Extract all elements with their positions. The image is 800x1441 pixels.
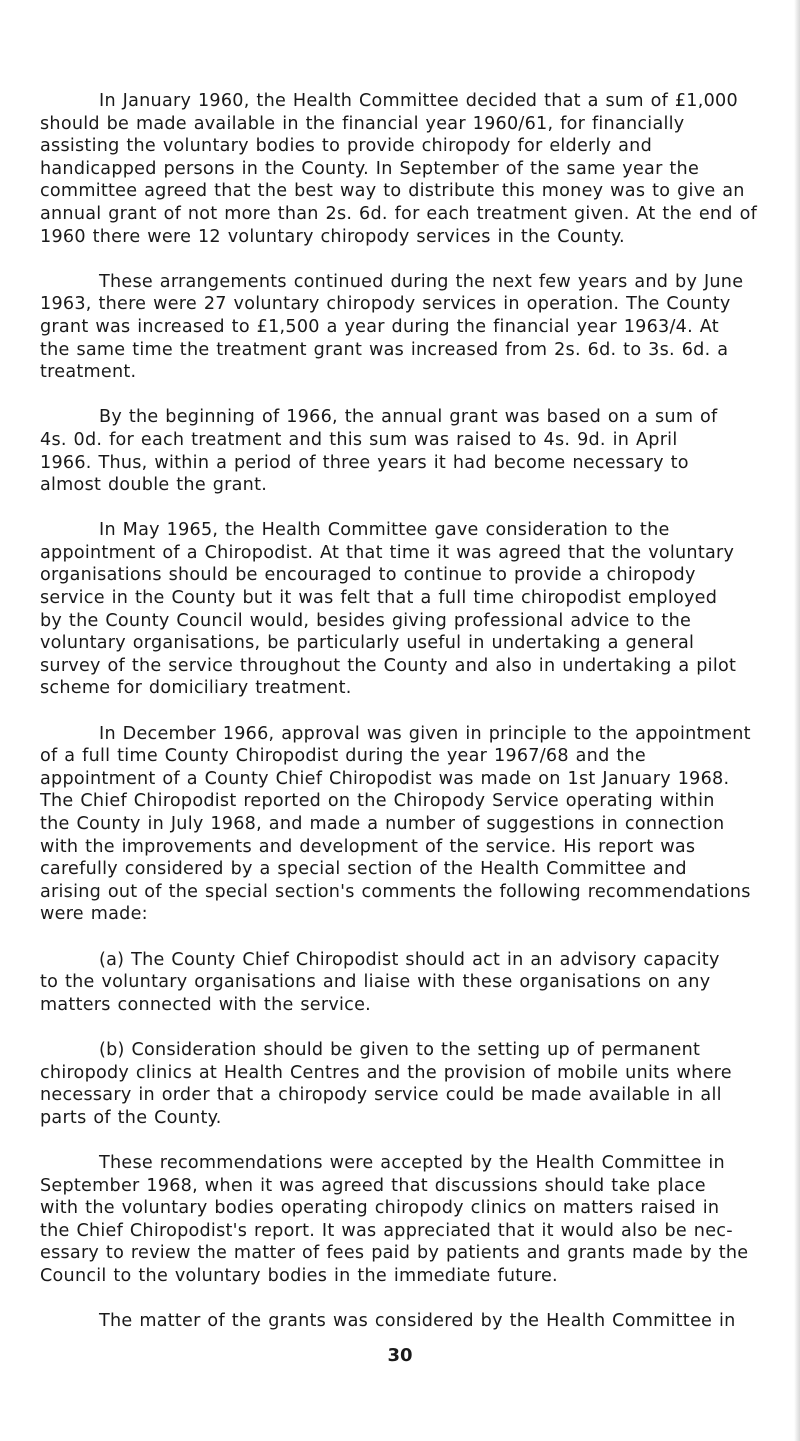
text-line: By the beginning of 1966, the annual grant was based on a sum of: [99, 407, 718, 428]
text-line: of a full time County Chiropodist during the year 1967/68 and the: [40, 746, 646, 767]
text-line: the Chief Chiropodist's report. It was appreciated that it would also be nec-: [40, 1220, 733, 1241]
text-line: In May 1965, the Health Committee gave consideration to the: [99, 520, 670, 541]
text-line: essary to review the matter of fees paid by patients and grants made by the: [40, 1243, 749, 1264]
document-body: [40, 90, 792, 1355]
text-line: assisting the voluntary bodies to provide chiropody for elderly and: [40, 136, 652, 157]
text-line: 1960 there were 12 voluntary chiropody services in the County.: [40, 226, 625, 247]
text-line: Council to the voluntary bodies in the immediate future.: [40, 1265, 558, 1286]
paragraph: [40, 1152, 792, 1288]
text-line: service in the County but it was felt that a full time chiropodist employed: [40, 588, 718, 609]
text-line: appointment of a County Chief Chiropodist was made on 1st January 1968.: [40, 768, 730, 789]
text-line: 1966. Thus, within a period of three years it had become necessary to: [40, 452, 689, 473]
text-line: parts of the County.: [40, 1107, 222, 1128]
text-line: These recommendations were accepted by the Health Committee in: [99, 1152, 725, 1173]
text-line: the County in July 1968, and made a number of suggestions in connection: [40, 814, 725, 834]
text-line: voluntary organisations, be particularly useful in undertaking a general: [40, 633, 695, 654]
text-line: These arrangements continued during the next few years and by June: [99, 271, 744, 292]
text-line: almost double the grant.: [40, 475, 268, 496]
text-line: (b) Consideration should be given to the setting up of permanent: [99, 1039, 701, 1060]
paragraph: [40, 90, 792, 248]
text-line: grant was increased to £1,500 a year during the financial year 1963/4. At: [40, 316, 719, 337]
paragraph: [40, 271, 792, 384]
text-line: September 1968, when it was agreed that discussions should take place: [40, 1175, 706, 1196]
text-line: scheme for domiciliary treatment.: [40, 678, 352, 699]
text-line: to the voluntary organisations and liaise with these organisations on any: [40, 972, 711, 993]
text-line: survey of the service throughout the County and also in undertaking a pilot: [40, 655, 737, 676]
text-line: In December 1966, approval was given in principle to the appointment: [99, 723, 751, 744]
text-line: The Chief Chiropodist reported on the Chiropody Service operating within: [40, 791, 715, 812]
text-line: 1963, there were 27 voluntary chiropody services in operation. The County: [40, 294, 731, 315]
page-number: 30: [387, 1345, 413, 1366]
text-line: committee agreed that the best way to distribute this money was to give an: [40, 181, 745, 202]
text-line: were made:: [40, 904, 148, 925]
text-line: with the voluntary bodies operating chiropody clinics on matters raised in: [40, 1198, 720, 1219]
page-edge-shadow: [794, 0, 800, 1441]
text-line: necessary in order that a chiropody service could be made available in all: [40, 1085, 722, 1106]
text-line: by the County Council would, besides giving professional advice to the: [40, 610, 692, 631]
text-line: arising out of the special section's comments the following recommendations: [40, 881, 751, 902]
text-line: should be made available in the financial year 1960/61, for financially: [40, 113, 685, 134]
paragraph: [40, 1039, 792, 1129]
paragraph: [40, 1310, 792, 1333]
text-line: (a) The County Chief Chiropodist should act in an advisory capacity: [99, 949, 720, 970]
text-line: with the improvements and development of the service. His report was: [40, 836, 696, 857]
text-line: appointment of a Chiropodist. At that time it was agreed that the voluntary: [40, 542, 735, 563]
text-line: annual grant of not more than 2s. 6d. for each treatment given. At the end of: [40, 203, 758, 224]
text-line: treatment.: [40, 362, 137, 383]
text-line: the same time the treatment grant was increased from 2s. 6d. to 3s. 6d. a: [40, 339, 729, 360]
text-line: carefully considered by a special section of the Health Committee and: [40, 859, 687, 880]
text-line: 4s. 0d. for each treatment and this sum was raised to 4s. 9d. in April: [40, 429, 678, 450]
text-line: organisations should be encouraged to continue to provide a chiropody: [40, 565, 696, 586]
text-line: The matter of the grants was considered by the Health Committee in: [99, 1311, 736, 1332]
text-line: chiropody clinics at Health Centres and the provision of mobile units where: [40, 1062, 732, 1083]
text-line: matters connected with the service.: [40, 994, 372, 1015]
text-line: In January 1960, the Health Committee decided that a sum of £1,000: [99, 91, 738, 111]
paragraph: [40, 723, 792, 926]
paragraph: [40, 519, 792, 700]
paragraph: [40, 949, 792, 1017]
text-line: handicapped persons in the County. In September of the same year the: [40, 158, 700, 179]
paragraph: [40, 406, 792, 496]
